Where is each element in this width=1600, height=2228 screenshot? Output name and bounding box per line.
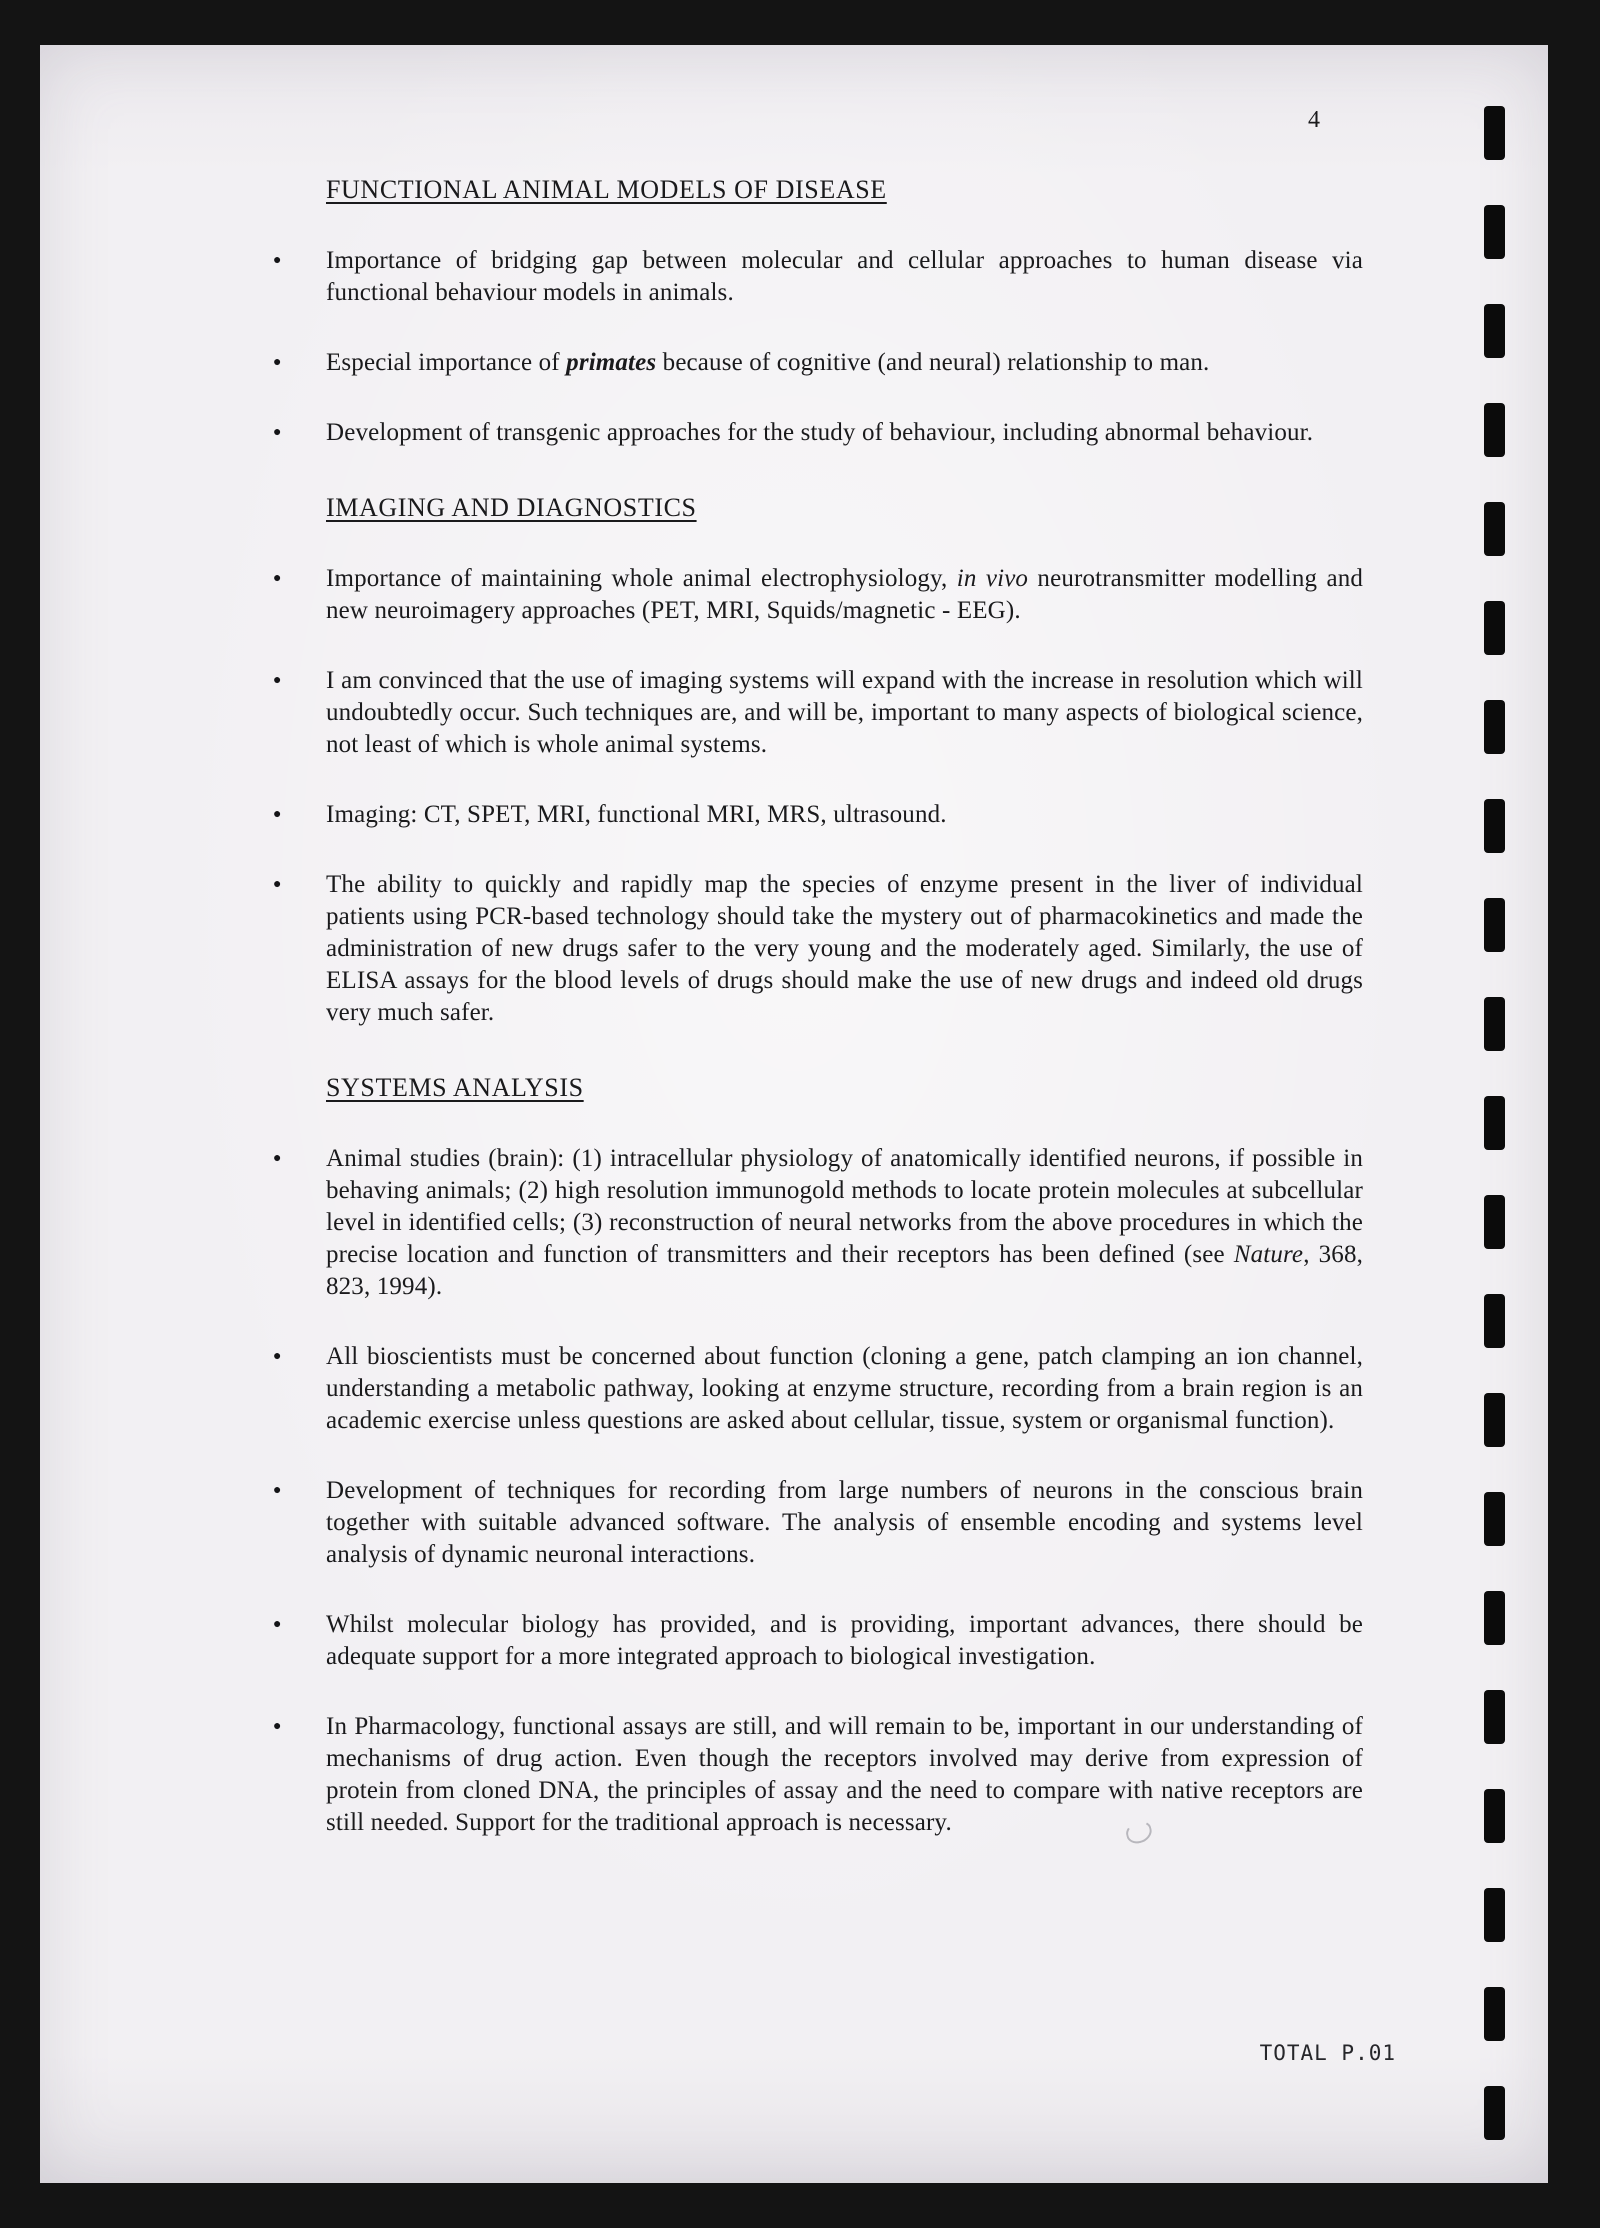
- bullet-text: [326, 869, 1363, 1029]
- bullet-text-segment: Animal studies (brain): (1) intracellular physiology of anatomically identified neurons, if possible in behaving animals; (2) high resolution immunogold methods to locate protein molecules at subcellular level in identified cells; (3) reconstruction of neural networks from the above procedures in which the precise location and function of transmitters and their receptors has been defined (see: [326, 1145, 1363, 1268]
- section-heading: IMAGING AND DIAGNOSTICS: [326, 493, 697, 522]
- bullet-item: [273, 1341, 1363, 1437]
- bullet-icon: ●: [273, 807, 282, 822]
- bullet-item: [273, 347, 1363, 379]
- punch-hole: [1484, 898, 1505, 952]
- bullet-icon: ●: [273, 253, 282, 268]
- bullet-item: [273, 1143, 1363, 1303]
- punch-hole: [1484, 1987, 1505, 2041]
- bullet-item: [273, 1475, 1363, 1571]
- fax-footer: TOTAL P.01: [1259, 2041, 1396, 2065]
- bullet-text: [326, 563, 1363, 627]
- bullet-icon: ●: [273, 1719, 282, 1734]
- bullet-item: [273, 869, 1363, 1029]
- bullet-text-segment: , 368, 823, 1994).: [326, 1241, 1363, 1300]
- bullet-item: [273, 417, 1363, 449]
- bullet-text: [326, 417, 1363, 449]
- document-section: [273, 175, 1363, 449]
- document-section: [273, 493, 1363, 1029]
- bullet-text: [326, 1475, 1363, 1571]
- section-heading: FUNCTIONAL ANIMAL MODELS OF DISEASE: [326, 175, 887, 204]
- bullet-text-segment: Development of techniques for recording from large numbers of neurons in the conscious brain together with suitable advanced software. The analysis of ensemble encoding and systems level analysis of dynamic neuronal interactions.: [326, 1477, 1363, 1568]
- bullet-item: [273, 245, 1363, 309]
- bullet-text-segment: Development of transgenic approaches for the study of behaviour, including abnormal behaviour.: [326, 419, 1314, 446]
- bullet-text-segment: Importance of maintaining whole animal electrophysiology,: [326, 565, 957, 592]
- bullet-text-segment: neurotransmitter modelling and new neuroimagery approaches (PET, MRI, Squids/magnetic - EEG).: [326, 565, 1363, 624]
- punch-hole: [1484, 799, 1505, 853]
- punch-hole: [1484, 601, 1505, 655]
- page-number: 4: [1308, 107, 1320, 133]
- bullet-item: [273, 665, 1363, 761]
- bullet-text-segment: Whilst molecular biology has provided, and is providing, important advances, there should be adequate support for a more integrated approach to biological investigation.: [326, 1611, 1363, 1670]
- punch-hole: [1484, 1690, 1505, 1744]
- bullet-text-segment: in vivo: [956, 565, 1029, 592]
- punch-hole: [1484, 997, 1505, 1051]
- bullet-icon: ●: [273, 1483, 282, 1498]
- punch-hole: [1484, 700, 1505, 754]
- section-heading: SYSTEMS ANALYSIS: [326, 1073, 584, 1102]
- bullet-icon: ●: [273, 425, 282, 440]
- punch-hole: [1484, 1393, 1505, 1447]
- bullet-icon: ●: [273, 1349, 282, 1364]
- punch-hole: [1484, 1294, 1505, 1348]
- bullet-icon: ●: [273, 355, 282, 370]
- bullet-text: [326, 245, 1363, 309]
- punch-hole: [1484, 1591, 1505, 1645]
- bullet-item: [273, 1711, 1363, 1839]
- document-sections: [273, 175, 1363, 1877]
- ink-smudge-mark: [1124, 1819, 1154, 1846]
- bullet-text: [326, 1341, 1363, 1437]
- bullet-text-segment: Importance of bridging gap between molecular and cellular approaches to human disease via functional behaviour models in animals.: [326, 247, 1363, 306]
- punch-hole: [1484, 2086, 1505, 2140]
- punch-hole: [1484, 403, 1505, 457]
- punch-hole: [1484, 106, 1505, 160]
- punch-hole: [1484, 1492, 1505, 1546]
- bullet-text-segment: primates: [566, 349, 657, 376]
- bullet-icon: ●: [273, 877, 282, 892]
- bullet-item: [273, 1609, 1363, 1673]
- document-page: [40, 45, 1548, 2183]
- bullet-icon: ●: [273, 1617, 282, 1632]
- punch-hole: [1484, 1789, 1505, 1843]
- punch-hole: [1484, 304, 1505, 358]
- punch-hole: [1484, 1195, 1505, 1249]
- bullet-text: [326, 665, 1363, 761]
- bullet-icon: ●: [273, 673, 282, 688]
- bullet-icon: ●: [273, 1151, 282, 1166]
- document-section: [273, 1073, 1363, 1839]
- punch-hole: [1484, 502, 1505, 556]
- bullet-text: [326, 1609, 1363, 1673]
- bullet-text-segment: Especial importance of: [326, 349, 567, 376]
- bullet-text: [326, 799, 1363, 831]
- punch-hole: [1484, 205, 1505, 259]
- bullet-text-segment: I am convinced that the use of imaging systems will expand with the increase in resolution which will undoubtedly occur. Such techniques are, and will be, important to many aspects of biological science, not least of which is whole animal systems.: [326, 667, 1363, 758]
- bullet-icon: ●: [273, 571, 282, 586]
- binder-hole-column: [1484, 0, 1506, 2228]
- punch-hole: [1484, 1096, 1505, 1150]
- bullet-text-segment: because of cognitive (and neural) relationship to man.: [656, 349, 1210, 376]
- punch-hole: [1484, 1888, 1505, 1942]
- bullet-text: [326, 1711, 1363, 1839]
- bullet-text-segment: In Pharmacology, functional assays are still, and will remain to be, important in our understanding of mechanisms of drug action. Even though the receptors involved may derive from expression of protein from cloned DNA, the principles of assay and the need to compare with native receptors are still needed. Support for the traditional approach is necessary.: [326, 1713, 1363, 1836]
- bullet-text-segment: Nature: [1233, 1241, 1304, 1268]
- bullet-text-segment: The ability to quickly and rapidly map the species of enzyme present in the liver of individual patients using PCR-based technology should take the mystery out of pharmacokinetics and made the administration of new drugs safer to the very young and the moderately aged. Similarly, the use of ELISA assays for the blood levels of drugs should make the use of new drugs and indeed old drugs very much safer.: [326, 871, 1363, 1026]
- bullet-text-segment: All bioscientists must be concerned about function (cloning a gene, patch clamping an ion channel, understanding a metabolic pathway, looking at enzyme structure, recording from a brain region is an academic exercise unless questions are asked about cellular, tissue, system or organismal function).: [326, 1343, 1363, 1434]
- bullet-item: [273, 799, 1363, 831]
- bullet-text: [326, 1143, 1363, 1303]
- bullet-item: [273, 563, 1363, 627]
- bullet-text-segment: Imaging: CT, SPET, MRI, functional MRI, MRS, ultrasound.: [326, 801, 947, 828]
- bullet-text: [326, 347, 1363, 379]
